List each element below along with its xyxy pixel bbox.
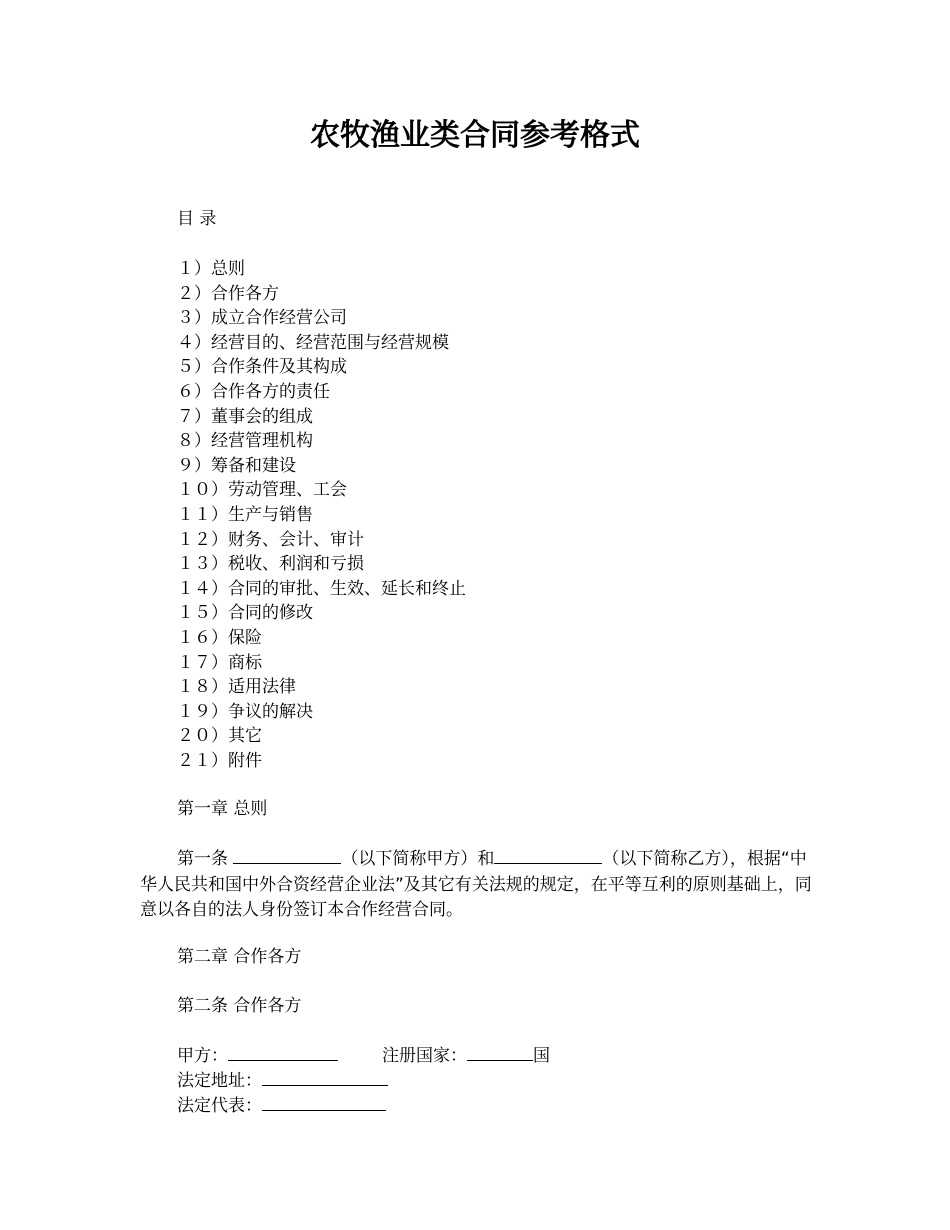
- toc-item: ７）董事会的组成: [177, 406, 313, 427]
- article-1-mid-1: （以下简称甲方）和: [341, 849, 495, 869]
- toc-item: ４）经营目的、经营范围与经营规模: [177, 332, 449, 353]
- address-blank: [262, 1068, 388, 1086]
- article-1-paragraph: [140, 846, 820, 924]
- toc-item: １８）适用法律: [177, 677, 296, 698]
- article-2-heading: 第二条 合作各方: [177, 996, 302, 1016]
- toc-item: ２１）附件: [177, 750, 262, 771]
- toc-item: ２０）其它: [177, 726, 262, 747]
- toc-item: ５）合作条件及其构成: [177, 357, 347, 378]
- party-a-blank: [228, 1043, 338, 1061]
- toc-item: ９）筹备和建设: [177, 455, 296, 476]
- toc-item: ６）合作各方的责任: [177, 381, 330, 402]
- document-title: 农牧渔业类合同参考格式: [310, 118, 640, 153]
- article-1-rest: 根据“中华人民共和国中外合资经营企业法”及其它有关法规的规定，在平等互利的原则基础上，同意以各自的法人身份签订本合作经营合同。: [140, 849, 812, 920]
- address-label: 法定地址：: [177, 1071, 262, 1091]
- toc-item: １１）生产与销售: [177, 504, 313, 525]
- toc-item: １３）税收、利润和亏损: [177, 554, 364, 575]
- representative-line: [177, 1093, 386, 1118]
- article-1-mid-2: （以下简称乙方），: [602, 849, 747, 869]
- country-suffix: 国: [533, 1046, 550, 1066]
- party-a-name-blank: [233, 846, 341, 864]
- representative-label: 法定代表：: [177, 1096, 262, 1116]
- toc-item: ２）合作各方: [177, 283, 279, 304]
- toc-item: ３）成立合作经营公司: [177, 308, 347, 329]
- toc-item: １４）合同的审批、生效、延长和终止: [177, 578, 466, 599]
- chapter-2-heading: 第二章 合作各方: [177, 947, 302, 967]
- toc-item: １９）争议的解决: [177, 701, 313, 722]
- toc-item: １５）合同的修改: [177, 603, 313, 624]
- country-label: 注册国家：: [382, 1046, 467, 1066]
- country-blank: [467, 1043, 533, 1061]
- article-1-prefix: 第一条: [177, 849, 234, 869]
- party-a-label: 甲方：: [177, 1046, 228, 1066]
- toc-item: １６）保险: [177, 627, 262, 648]
- party-b-name-blank: [494, 846, 602, 864]
- toc-item: １０）劳动管理、工会: [177, 480, 347, 501]
- representative-blank: [262, 1093, 386, 1111]
- toc-heading: 目 录: [177, 209, 217, 229]
- toc-item: ８）经营管理机构: [177, 431, 313, 452]
- toc-item: １２）财务、会计、审计: [177, 529, 364, 550]
- table-of-contents: [177, 257, 466, 773]
- party-a-line: [177, 1043, 550, 1068]
- toc-item: １）总则: [177, 259, 245, 279]
- toc-item: １７）商标: [177, 652, 262, 673]
- address-line: [177, 1068, 388, 1093]
- chapter-1-heading: 第一章 总则: [177, 799, 268, 819]
